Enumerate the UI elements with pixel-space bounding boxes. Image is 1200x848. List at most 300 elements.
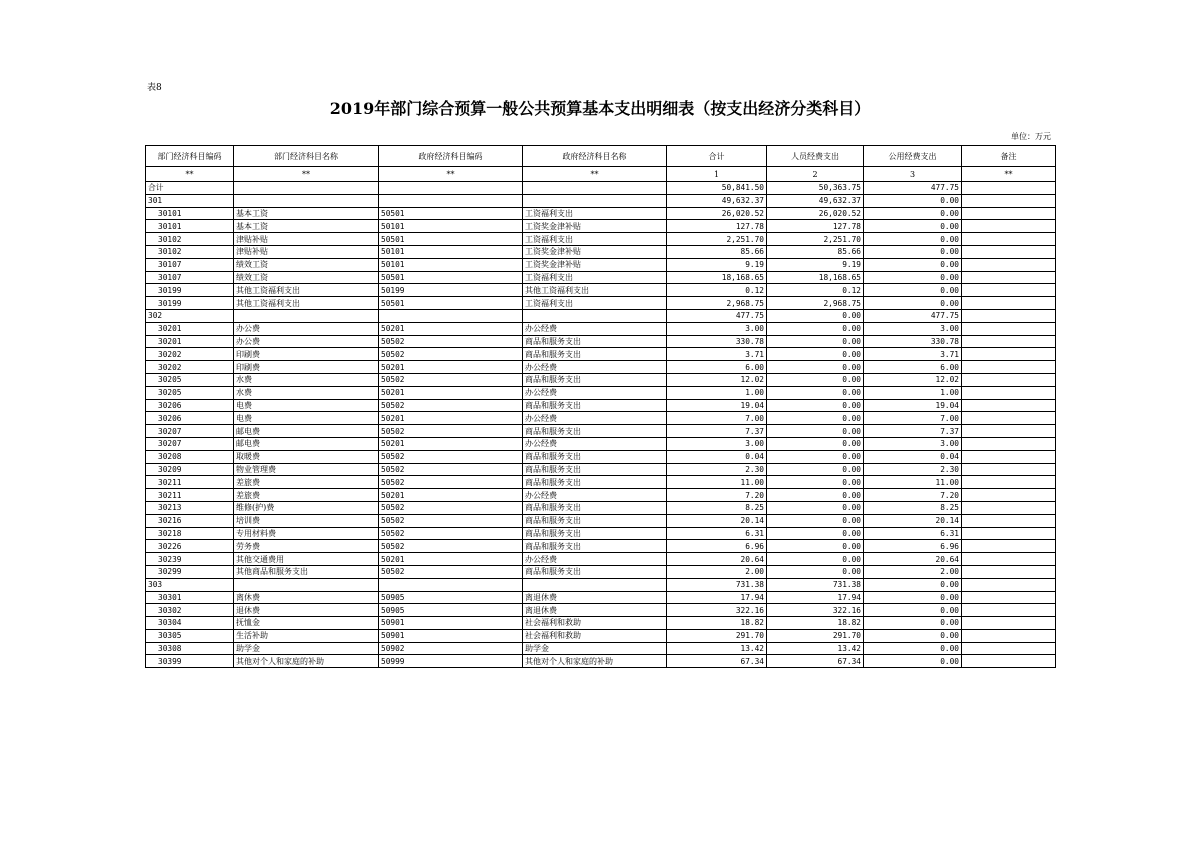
account-code-cell: 30308 <box>146 642 234 655</box>
total-cell: 6.00 <box>667 361 767 374</box>
total-cell: 11.00 <box>667 476 767 489</box>
table-row <box>146 565 1056 578</box>
gov-name-cell: 商品和服务支出 <box>523 463 667 476</box>
note-cell <box>962 617 1056 630</box>
public-expense-cell: 0.04 <box>864 450 962 463</box>
personnel-expense-cell: 0.00 <box>767 373 864 386</box>
account-code-cell: 30107 <box>146 271 234 284</box>
gov-name-cell: 工资福利支出 <box>523 207 667 220</box>
personnel-expense-cell: 13.42 <box>767 642 864 655</box>
personnel-expense-cell: 26,020.52 <box>767 207 864 220</box>
account-code-cell: 30202 <box>146 361 234 374</box>
account-code-cell: 30304 <box>146 617 234 630</box>
gov-code-cell <box>379 194 523 207</box>
account-name-cell: 取暖费 <box>234 450 379 463</box>
gov-code-cell: 50905 <box>379 604 523 617</box>
gov-name-cell: 社会福利和救助 <box>523 629 667 642</box>
account-code-cell: 30207 <box>146 425 234 438</box>
note-cell <box>962 399 1056 412</box>
account-code-cell: 302 <box>146 309 234 322</box>
account-code-cell: 30205 <box>146 386 234 399</box>
account-name-cell: 其他工资福利支出 <box>234 297 379 310</box>
personnel-expense-cell: 0.00 <box>767 514 864 527</box>
note-cell <box>962 437 1056 450</box>
public-expense-cell: 6.00 <box>864 361 962 374</box>
note-cell <box>962 604 1056 617</box>
table-row <box>146 463 1056 476</box>
table-row <box>146 655 1056 668</box>
public-expense-cell: 0.00 <box>864 297 962 310</box>
account-name-cell: 基本工资 <box>234 207 379 220</box>
account-code-cell: 303 <box>146 578 234 591</box>
table-row <box>146 271 1056 284</box>
note-cell <box>962 501 1056 514</box>
account-name-cell: 其他交通费用 <box>234 553 379 566</box>
public-expense-cell: 0.00 <box>864 604 962 617</box>
column-header: 人员经费支出 <box>767 146 864 167</box>
column-index-row <box>146 167 1056 182</box>
table-row <box>146 604 1056 617</box>
note-cell <box>962 373 1056 386</box>
personnel-expense-cell: 2,968.75 <box>767 297 864 310</box>
account-name-cell: 电费 <box>234 399 379 412</box>
account-code-cell: 30207 <box>146 437 234 450</box>
public-expense-cell: 477.75 <box>864 182 962 195</box>
account-code-cell: 30107 <box>146 258 234 271</box>
total-cell: 49,632.37 <box>667 194 767 207</box>
column-header: 政府经济科目编码 <box>379 146 523 167</box>
public-expense-cell: 0.00 <box>864 233 962 246</box>
column-index: 2 <box>767 167 864 182</box>
budget-table <box>145 145 1056 668</box>
personnel-expense-cell: 731.38 <box>767 578 864 591</box>
table-row <box>146 309 1056 322</box>
column-header: 合计 <box>667 146 767 167</box>
personnel-expense-cell: 127.78 <box>767 220 864 233</box>
table-row <box>146 642 1056 655</box>
table-body <box>146 182 1056 668</box>
table-row <box>146 501 1056 514</box>
total-cell: 50,841.50 <box>667 182 767 195</box>
note-cell <box>962 194 1056 207</box>
note-cell <box>962 386 1056 399</box>
personnel-expense-cell: 18.82 <box>767 617 864 630</box>
gov-name-cell: 办公经费 <box>523 412 667 425</box>
public-expense-cell: 0.00 <box>864 655 962 668</box>
gov-code-cell: 50502 <box>379 373 523 386</box>
total-cell: 477.75 <box>667 309 767 322</box>
page-title: 2019年部门综合预算一般公共预算基本支出明细表（按支出经济分类科目） <box>329 99 871 118</box>
account-code-cell: 30101 <box>146 207 234 220</box>
account-name-cell: 其他工资福利支出 <box>234 284 379 297</box>
public-expense-cell: 0.00 <box>864 220 962 233</box>
personnel-expense-cell: 0.00 <box>767 553 864 566</box>
account-code-cell: 30211 <box>146 489 234 502</box>
note-cell <box>962 207 1056 220</box>
account-code-cell: 30216 <box>146 514 234 527</box>
note-cell <box>962 297 1056 310</box>
gov-code-cell <box>379 578 523 591</box>
table-row <box>146 553 1056 566</box>
gov-name-cell: 商品和服务支出 <box>523 373 667 386</box>
table-row <box>146 412 1056 425</box>
note-cell <box>962 642 1056 655</box>
column-index: 3 <box>864 167 962 182</box>
account-name-cell: 培训费 <box>234 514 379 527</box>
total-cell: 7.37 <box>667 425 767 438</box>
account-name-cell: 津贴补贴 <box>234 245 379 258</box>
total-cell: 26,020.52 <box>667 207 767 220</box>
account-name-cell: 邮电费 <box>234 437 379 450</box>
personnel-expense-cell: 0.00 <box>767 527 864 540</box>
account-code-cell: 30205 <box>146 373 234 386</box>
gov-code-cell: 50502 <box>379 476 523 489</box>
table-row <box>146 527 1056 540</box>
account-code-cell: 30211 <box>146 476 234 489</box>
gov-code-cell: 50901 <box>379 629 523 642</box>
account-code-cell: 301 <box>146 194 234 207</box>
note-cell <box>962 476 1056 489</box>
table-row <box>146 348 1056 361</box>
column-header: 备注 <box>962 146 1056 167</box>
table-row <box>146 194 1056 207</box>
gov-name-cell: 商品和服务支出 <box>523 565 667 578</box>
personnel-expense-cell: 0.00 <box>767 501 864 514</box>
account-code-cell: 合计 <box>146 182 234 195</box>
personnel-expense-cell: 0.00 <box>767 540 864 553</box>
total-cell: 6.31 <box>667 527 767 540</box>
table-row <box>146 284 1056 297</box>
column-header: 公用经费支出 <box>864 146 962 167</box>
total-cell: 19.04 <box>667 399 767 412</box>
note-cell <box>962 578 1056 591</box>
gov-name-cell: 商品和服务支出 <box>523 348 667 361</box>
gov-code-cell: 50501 <box>379 271 523 284</box>
note-cell <box>962 463 1056 476</box>
note-cell <box>962 271 1056 284</box>
personnel-expense-cell: 322.16 <box>767 604 864 617</box>
account-code-cell: 30299 <box>146 565 234 578</box>
public-expense-cell: 3.00 <box>864 322 962 335</box>
personnel-expense-cell: 67.34 <box>767 655 864 668</box>
table-row <box>146 450 1056 463</box>
gov-code-cell: 50101 <box>379 245 523 258</box>
total-cell: 6.96 <box>667 540 767 553</box>
personnel-expense-cell: 0.00 <box>767 425 864 438</box>
gov-name-cell: 商品和服务支出 <box>523 540 667 553</box>
note-cell <box>962 565 1056 578</box>
personnel-expense-cell: 50,363.75 <box>767 182 864 195</box>
gov-name-cell: 商品和服务支出 <box>523 399 667 412</box>
gov-code-cell: 50502 <box>379 399 523 412</box>
public-expense-cell: 0.00 <box>864 245 962 258</box>
gov-name-cell: 商品和服务支出 <box>523 514 667 527</box>
table-row <box>146 182 1056 195</box>
note-cell <box>962 348 1056 361</box>
table-row <box>146 591 1056 604</box>
account-name-cell: 电费 <box>234 412 379 425</box>
total-cell: 0.04 <box>667 450 767 463</box>
total-cell: 7.20 <box>667 489 767 502</box>
personnel-expense-cell: 291.70 <box>767 629 864 642</box>
gov-name-cell: 其他对个人和家庭的补助 <box>523 655 667 668</box>
note-cell <box>962 514 1056 527</box>
account-code-cell: 30399 <box>146 655 234 668</box>
public-expense-cell: 0.00 <box>864 194 962 207</box>
account-name-cell: 助学金 <box>234 642 379 655</box>
table-row <box>146 297 1056 310</box>
public-expense-cell: 8.25 <box>864 501 962 514</box>
account-code-cell: 30305 <box>146 629 234 642</box>
account-name-cell: 其他对个人和家庭的补助 <box>234 655 379 668</box>
account-name-cell: 邮电费 <box>234 425 379 438</box>
public-expense-cell: 20.64 <box>864 553 962 566</box>
public-expense-cell: 477.75 <box>864 309 962 322</box>
account-code-cell: 30199 <box>146 297 234 310</box>
gov-code-cell: 50201 <box>379 322 523 335</box>
note-cell <box>962 233 1056 246</box>
gov-code-cell: 50501 <box>379 207 523 220</box>
unit-label: 单位：万元 <box>1011 132 1051 141</box>
public-expense-cell: 3.71 <box>864 348 962 361</box>
gov-name-cell: 商品和服务支出 <box>523 501 667 514</box>
table-row <box>146 425 1056 438</box>
account-name-cell: 物业管理费 <box>234 463 379 476</box>
total-cell: 322.16 <box>667 604 767 617</box>
gov-name-cell: 离退休费 <box>523 591 667 604</box>
total-cell: 67.34 <box>667 655 767 668</box>
public-expense-cell: 7.37 <box>864 425 962 438</box>
public-expense-cell: 0.00 <box>864 591 962 604</box>
account-name-cell: 基本工资 <box>234 220 379 233</box>
total-cell: 731.38 <box>667 578 767 591</box>
column-index: 1 <box>667 167 767 182</box>
gov-code-cell: 50199 <box>379 284 523 297</box>
public-expense-cell: 0.00 <box>864 629 962 642</box>
table-row <box>146 399 1056 412</box>
account-name-cell: 维修(护)费 <box>234 501 379 514</box>
public-expense-cell: 11.00 <box>864 476 962 489</box>
public-expense-cell: 330.78 <box>864 335 962 348</box>
note-cell <box>962 322 1056 335</box>
personnel-expense-cell: 0.00 <box>767 450 864 463</box>
account-code-cell: 30213 <box>146 501 234 514</box>
account-code-cell: 30201 <box>146 322 234 335</box>
account-name-cell: 劳务费 <box>234 540 379 553</box>
table-row <box>146 361 1056 374</box>
gov-code-cell: 50502 <box>379 514 523 527</box>
public-expense-cell: 7.00 <box>864 412 962 425</box>
public-expense-cell: 2.30 <box>864 463 962 476</box>
gov-code-cell: 50905 <box>379 591 523 604</box>
gov-code-cell <box>379 182 523 195</box>
account-code-cell: 30239 <box>146 553 234 566</box>
column-index: ** <box>234 167 379 182</box>
table-row <box>146 629 1056 642</box>
gov-name-cell: 工资福利支出 <box>523 271 667 284</box>
account-name-cell: 办公费 <box>234 322 379 335</box>
gov-name-cell: 社会福利和救助 <box>523 617 667 630</box>
account-code-cell: 30226 <box>146 540 234 553</box>
gov-code-cell: 50999 <box>379 655 523 668</box>
total-cell: 20.14 <box>667 514 767 527</box>
note-cell <box>962 553 1056 566</box>
total-cell: 330.78 <box>667 335 767 348</box>
column-index: ** <box>379 167 523 182</box>
account-code-cell: 30301 <box>146 591 234 604</box>
account-name-cell: 印刷费 <box>234 361 379 374</box>
account-name-cell: 其他商品和服务支出 <box>234 565 379 578</box>
gov-name-cell: 办公经费 <box>523 437 667 450</box>
total-cell: 0.12 <box>667 284 767 297</box>
table-row <box>146 514 1056 527</box>
gov-name-cell: 商品和服务支出 <box>523 425 667 438</box>
account-name-cell: 抚恤金 <box>234 617 379 630</box>
account-code-cell: 30218 <box>146 527 234 540</box>
note-cell <box>962 335 1056 348</box>
personnel-expense-cell: 0.00 <box>767 463 864 476</box>
gov-name-cell: 办公经费 <box>523 386 667 399</box>
personnel-expense-cell: 0.00 <box>767 489 864 502</box>
account-name-cell: 差旅费 <box>234 489 379 502</box>
public-expense-cell: 7.20 <box>864 489 962 502</box>
note-cell <box>962 182 1056 195</box>
personnel-expense-cell: 0.00 <box>767 322 864 335</box>
account-name-cell: 离休费 <box>234 591 379 604</box>
total-cell: 13.42 <box>667 642 767 655</box>
public-expense-cell: 0.00 <box>864 284 962 297</box>
gov-code-cell: 50901 <box>379 617 523 630</box>
total-cell: 291.70 <box>667 629 767 642</box>
public-expense-cell: 2.00 <box>864 565 962 578</box>
public-expense-cell: 0.00 <box>864 578 962 591</box>
table-row <box>146 207 1056 220</box>
note-cell <box>962 284 1056 297</box>
personnel-expense-cell: 0.00 <box>767 348 864 361</box>
account-name-cell: 津贴补贴 <box>234 233 379 246</box>
public-expense-cell: 1.00 <box>864 386 962 399</box>
total-cell: 18,168.65 <box>667 271 767 284</box>
account-code-cell: 30208 <box>146 450 234 463</box>
table-row <box>146 476 1056 489</box>
personnel-expense-cell: 0.00 <box>767 565 864 578</box>
total-cell: 3.00 <box>667 322 767 335</box>
gov-code-cell: 50201 <box>379 437 523 450</box>
public-expense-cell: 0.00 <box>864 258 962 271</box>
note-cell <box>962 412 1056 425</box>
account-name-cell: 退休费 <box>234 604 379 617</box>
account-name-cell: 差旅费 <box>234 476 379 489</box>
table-row <box>146 335 1056 348</box>
account-code-cell: 30202 <box>146 348 234 361</box>
table-row <box>146 617 1056 630</box>
gov-code-cell: 50502 <box>379 565 523 578</box>
account-code-cell: 30302 <box>146 604 234 617</box>
public-expense-cell: 0.00 <box>864 271 962 284</box>
total-cell: 3.00 <box>667 437 767 450</box>
gov-name-cell: 办公经费 <box>523 322 667 335</box>
gov-name-cell <box>523 309 667 322</box>
personnel-expense-cell: 18,168.65 <box>767 271 864 284</box>
column-index: ** <box>523 167 667 182</box>
column-header: 政府经济科目名称 <box>523 146 667 167</box>
total-cell: 18.82 <box>667 617 767 630</box>
note-cell <box>962 629 1056 642</box>
total-cell: 20.64 <box>667 553 767 566</box>
gov-name-cell: 商品和服务支出 <box>523 335 667 348</box>
gov-code-cell: 50502 <box>379 501 523 514</box>
header-row <box>146 146 1056 167</box>
personnel-expense-cell: 0.12 <box>767 284 864 297</box>
gov-code-cell: 50502 <box>379 463 523 476</box>
note-cell <box>962 361 1056 374</box>
personnel-expense-cell: 0.00 <box>767 309 864 322</box>
account-name-cell: 绩效工资 <box>234 258 379 271</box>
account-code-cell: 30209 <box>146 463 234 476</box>
account-name-cell: 专用材料费 <box>234 527 379 540</box>
public-expense-cell: 12.02 <box>864 373 962 386</box>
total-cell: 2,251.70 <box>667 233 767 246</box>
account-name-cell: 印刷费 <box>234 348 379 361</box>
gov-name-cell: 办公经费 <box>523 553 667 566</box>
note-cell <box>962 309 1056 322</box>
account-name-cell: 绩效工资 <box>234 271 379 284</box>
note-cell <box>962 540 1056 553</box>
table-row <box>146 233 1056 246</box>
gov-name-cell: 其他工资福利支出 <box>523 284 667 297</box>
table-row <box>146 437 1056 450</box>
total-cell: 9.19 <box>667 258 767 271</box>
personnel-expense-cell: 0.00 <box>767 399 864 412</box>
gov-code-cell: 50201 <box>379 489 523 502</box>
account-name-cell <box>234 194 379 207</box>
gov-name-cell: 商品和服务支出 <box>523 476 667 489</box>
public-expense-cell: 6.96 <box>864 540 962 553</box>
gov-name-cell: 商品和服务支出 <box>523 450 667 463</box>
column-index: ** <box>146 167 234 182</box>
note-cell <box>962 220 1056 233</box>
account-name-cell: 水费 <box>234 386 379 399</box>
account-name-cell: 办公费 <box>234 335 379 348</box>
column-index: ** <box>962 167 1056 182</box>
total-cell: 85.66 <box>667 245 767 258</box>
gov-code-cell: 50502 <box>379 335 523 348</box>
gov-name-cell: 商品和服务支出 <box>523 527 667 540</box>
note-cell <box>962 450 1056 463</box>
total-cell: 17.94 <box>667 591 767 604</box>
table-row <box>146 578 1056 591</box>
gov-code-cell: 50201 <box>379 361 523 374</box>
gov-code-cell: 50502 <box>379 348 523 361</box>
total-cell: 127.78 <box>667 220 767 233</box>
account-code-cell: 30206 <box>146 412 234 425</box>
note-cell <box>962 258 1056 271</box>
table-row <box>146 220 1056 233</box>
note-cell <box>962 489 1056 502</box>
note-cell <box>962 425 1056 438</box>
public-expense-cell: 6.31 <box>864 527 962 540</box>
account-name-cell <box>234 182 379 195</box>
account-name-cell: 生活补助 <box>234 629 379 642</box>
total-cell: 2.00 <box>667 565 767 578</box>
personnel-expense-cell: 17.94 <box>767 591 864 604</box>
total-cell: 12.02 <box>667 373 767 386</box>
public-expense-cell: 0.00 <box>864 207 962 220</box>
note-cell <box>962 527 1056 540</box>
gov-code-cell: 50502 <box>379 527 523 540</box>
gov-name-cell: 离退休费 <box>523 604 667 617</box>
total-cell: 1.00 <box>667 386 767 399</box>
